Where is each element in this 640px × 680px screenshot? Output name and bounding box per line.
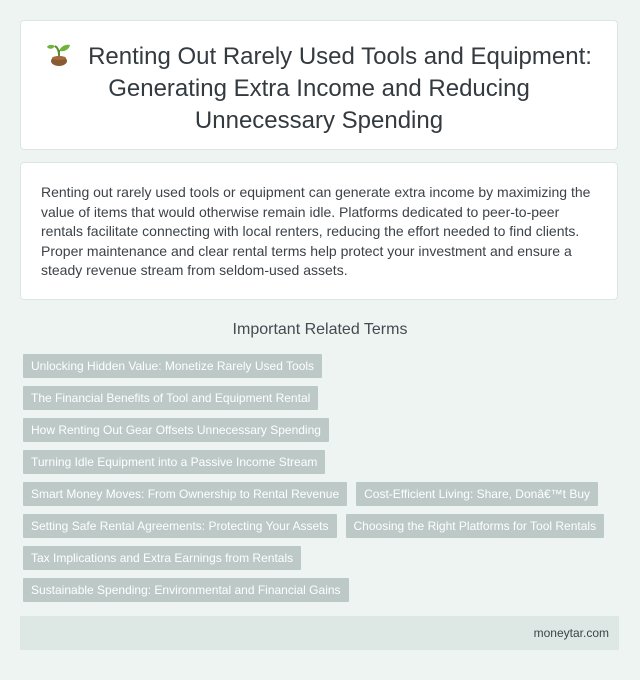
related-term-tag[interactable]: Choosing the Right Platforms for Tool Rentals bbox=[346, 514, 605, 538]
related-terms-heading: Important Related Terms bbox=[232, 321, 408, 338]
summary-card bbox=[20, 162, 618, 300]
related-term-tag[interactable]: How Renting Out Gear Offsets Unnecessary Spending bbox=[23, 418, 329, 442]
related-term-tag[interactable]: Sustainable Spending: Environmental and Financial Gains bbox=[23, 578, 349, 602]
page-title-text: Renting Out Rarely Used Tools and Equipment: Generating Extra Income and Reducing Unnecessary Spending bbox=[88, 43, 592, 134]
related-term-tag[interactable]: Cost-Efficient Living: Share, Donâ€™t Buy bbox=[356, 482, 598, 506]
tag-row bbox=[23, 546, 301, 570]
tag-row bbox=[23, 482, 598, 506]
page-title bbox=[35, 41, 603, 137]
tag-row bbox=[23, 578, 349, 602]
tag-row bbox=[23, 354, 322, 378]
related-term-tag[interactable]: The Financial Benefits of Tool and Equipment Rental bbox=[23, 386, 318, 410]
footer-site-link[interactable]: moneytar.com bbox=[533, 626, 609, 640]
related-term-tag[interactable]: Unlocking Hidden Value: Monetize Rarely Used Tools bbox=[23, 354, 322, 378]
related-term-tag[interactable]: Turning Idle Equipment into a Passive Income Stream bbox=[23, 450, 325, 474]
sprout-icon bbox=[46, 41, 72, 67]
title-card bbox=[20, 20, 618, 150]
tag-row bbox=[23, 450, 325, 474]
related-term-tag[interactable]: Tax Implications and Extra Earnings from Rentals bbox=[23, 546, 301, 570]
footer bbox=[20, 616, 619, 650]
tag-row bbox=[23, 514, 604, 538]
related-term-tag[interactable]: Setting Safe Rental Agreements: Protecting Your Assets bbox=[23, 514, 337, 538]
tag-row bbox=[23, 418, 329, 442]
summary-text: Renting out rarely used tools or equipment can generate extra income by maximizing the value of items that would otherwise remain idle. Platforms dedicated to peer-to-peer rentals facilitate connecting with local renters, reducing the effort needed to find clients. Proper maintenance and clear rental terms help protect your investment and ensure a steady revenue stream from seldom-used assets. bbox=[41, 184, 591, 278]
related-term-tag[interactable]: Smart Money Moves: From Ownership to Rental Revenue bbox=[23, 482, 347, 506]
tag-row bbox=[23, 386, 318, 410]
